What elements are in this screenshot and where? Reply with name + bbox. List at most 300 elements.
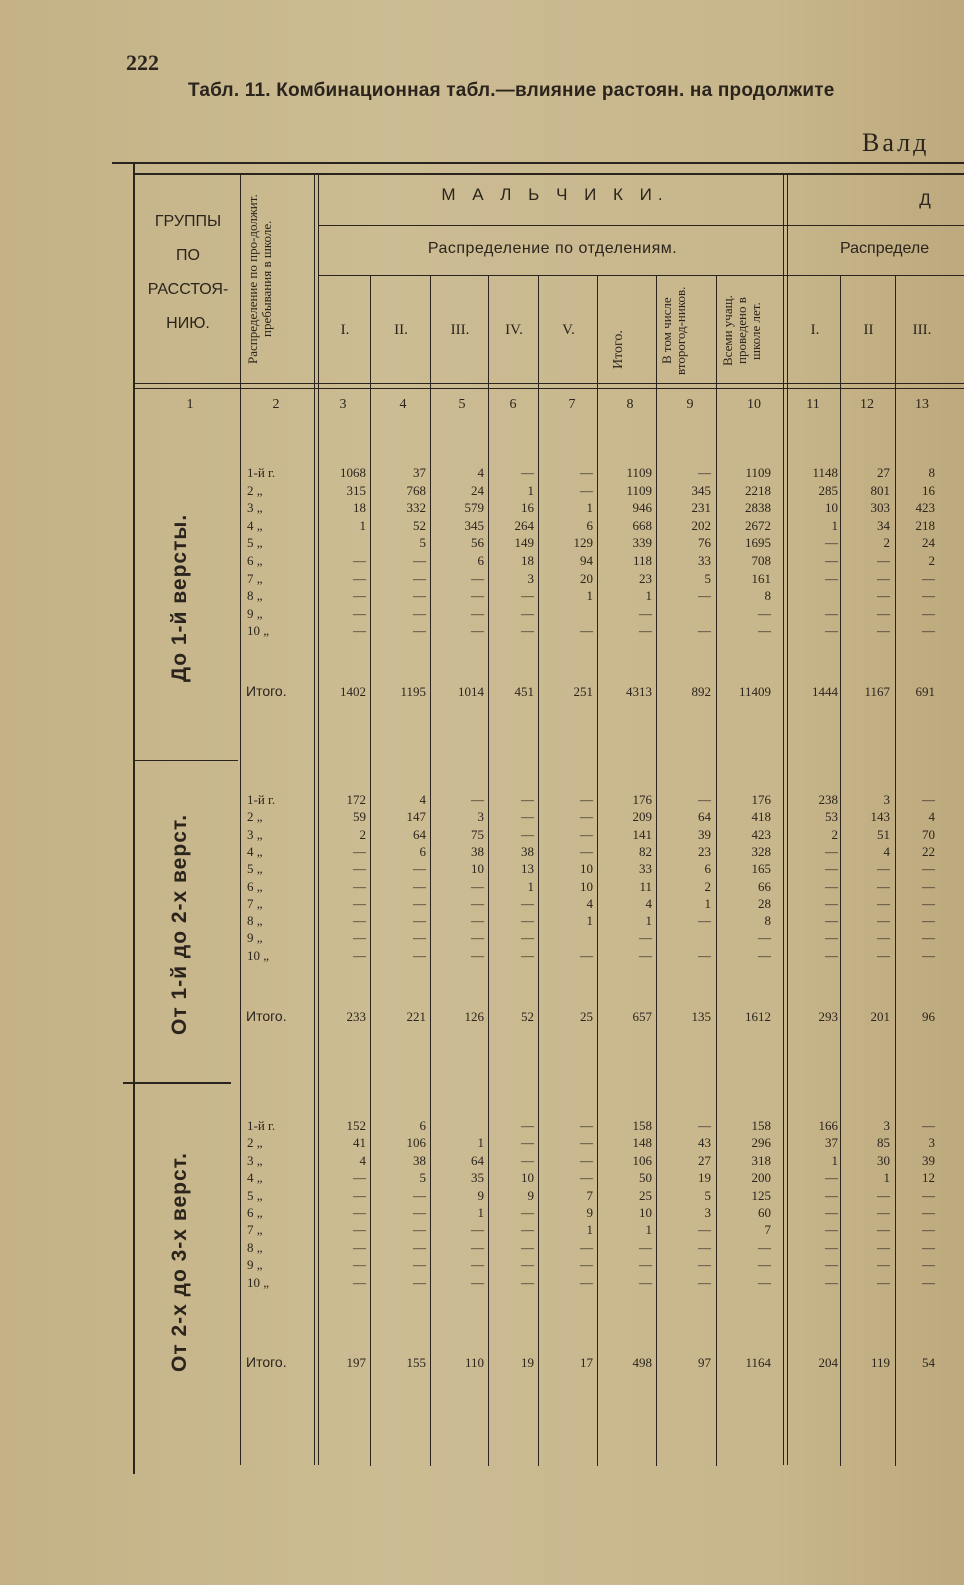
table-cell: 30: [877, 1152, 890, 1168]
table-cell: —: [353, 913, 366, 929]
groups-header-line: РАССТОЯ-: [147, 281, 229, 298]
table-cell: —: [471, 1222, 484, 1238]
row-label: 5 „: [247, 861, 263, 877]
table-cell: —: [922, 1205, 935, 1220]
row-label: 8 „: [247, 1239, 263, 1255]
table-cell: 16: [922, 482, 935, 498]
girls-header: Д: [919, 190, 931, 209]
table-cell: —: [877, 878, 890, 894]
table-cell: 1: [831, 517, 838, 533]
table-cell: 332: [406, 500, 426, 516]
table-cell: —: [922, 605, 935, 621]
table-cell: —: [471, 913, 484, 929]
total-cell: 155: [406, 1355, 426, 1370]
table-cell: —: [413, 1257, 426, 1273]
total-cell: 498: [632, 1355, 652, 1370]
total-cell: 1402: [340, 684, 366, 699]
table-cell: 1: [831, 1152, 838, 1168]
table-cell: 318: [751, 1152, 771, 1168]
table-cell: 1: [359, 517, 366, 533]
table-cell: 202: [691, 517, 711, 533]
table-cell: —: [471, 895, 484, 911]
table-cell: 3: [883, 792, 890, 807]
table-cell: —: [698, 1222, 711, 1238]
total-label: Итого.: [246, 683, 287, 699]
total-cell: 892: [691, 684, 711, 699]
table-cell: —: [825, 570, 838, 586]
table-cell: 22: [922, 843, 935, 859]
table-cell: —: [413, 570, 426, 586]
table-cell: —: [825, 913, 838, 929]
table-cell: 38: [413, 1152, 426, 1168]
table-cell: 1148: [812, 465, 838, 480]
table-cell: 33: [639, 861, 652, 877]
table-cell: —: [698, 588, 711, 604]
row-label: 3 „: [247, 500, 263, 516]
table-cell: —: [580, 1135, 593, 1151]
total-cell: 4313: [626, 684, 652, 699]
table-cell: —: [471, 1257, 484, 1273]
table-cell: —: [580, 843, 593, 859]
table-cell: —: [758, 1239, 771, 1255]
table-cell: —: [758, 947, 771, 963]
total-cell: 19: [521, 1355, 534, 1370]
table-cell: —: [698, 1239, 711, 1255]
boys-header: М А Л Ь Ч И К И.: [441, 185, 669, 204]
table-cell: 9: [586, 1205, 593, 1220]
col12-divider: [895, 276, 896, 1466]
table-cell: 1: [586, 588, 593, 604]
table-cell: 37: [413, 465, 426, 480]
row-label: 10 „: [247, 947, 270, 963]
col-header-second-year: В том числе второгод-ников.: [659, 286, 688, 376]
table-cell: —: [639, 947, 652, 963]
col-header-girls-I: I.: [810, 322, 820, 338]
table-cell: —: [353, 1205, 366, 1220]
total-cell: 96: [922, 1009, 935, 1024]
table-cell: 231: [691, 500, 711, 516]
table-cell: —: [521, 1257, 534, 1273]
table-cell: —: [825, 1222, 838, 1238]
table-cell: 339: [632, 535, 652, 551]
total-cell: 11409: [738, 684, 771, 699]
groups-header: [138, 205, 238, 341]
table-cell: 6: [477, 553, 484, 568]
row-label: 6 „: [247, 553, 263, 568]
table-cell: 200: [751, 1170, 771, 1186]
table-title: Табл. 11. Комбинационная табл.—влияние растоян. на продолжите: [188, 80, 835, 101]
table-cell: 28: [758, 895, 771, 911]
column-number: 2: [272, 397, 280, 412]
table-cell: —: [877, 588, 890, 604]
table-cell: —: [877, 1239, 890, 1255]
table-cell: 10: [580, 861, 593, 877]
table-cell: 4: [477, 465, 484, 480]
table-cell: 33: [698, 553, 711, 568]
row-label: 10 „: [247, 1274, 270, 1290]
table-cell: 2: [831, 826, 838, 842]
table-cell: 51: [877, 826, 890, 842]
table-cell: —: [471, 947, 484, 963]
table-cell: 18: [353, 500, 366, 516]
table-cell: 10: [639, 1205, 652, 1220]
row-label: 2 „: [247, 482, 263, 498]
header-top-rule: [133, 173, 964, 175]
table-cell: —: [922, 1187, 935, 1203]
table-cell: 59: [353, 809, 366, 825]
table-cell: 20: [580, 570, 593, 586]
table-cell: 27: [877, 465, 890, 480]
table-cell: —: [353, 1222, 366, 1238]
row-label: 8 „: [247, 913, 263, 929]
table-cell: —: [521, 1274, 534, 1290]
table-cell: 315: [346, 482, 366, 498]
table-cell: 39: [922, 1152, 935, 1168]
table-cell: —: [825, 878, 838, 894]
table-cell: —: [639, 930, 652, 946]
total-cell: 1195: [400, 684, 426, 699]
table-cell: —: [521, 1118, 534, 1133]
table-cell: 2838: [745, 500, 771, 516]
total-cell: 1612: [745, 1009, 771, 1024]
table-cell: —: [353, 1187, 366, 1203]
table-cell: —: [698, 947, 711, 963]
table-cell: —: [580, 482, 593, 498]
row-label: 9 „: [247, 1257, 263, 1273]
row-label: 2 „: [247, 1135, 263, 1151]
table-cell: —: [922, 623, 935, 639]
table-cell: 328: [751, 843, 771, 859]
table-cell: 35: [471, 1170, 484, 1186]
column-number: 10: [747, 397, 761, 412]
table-cell: —: [825, 947, 838, 963]
table-cell: 8: [764, 588, 771, 604]
table-cell: 18: [521, 553, 534, 568]
total-cell: 451: [514, 684, 534, 699]
table-cell: 23: [698, 843, 711, 859]
table-cell: 2: [883, 535, 890, 551]
table-cell: 303: [870, 500, 890, 516]
total-cell: 1444: [812, 684, 838, 699]
column-number: 3: [339, 397, 347, 412]
total-cell: 97: [698, 1355, 711, 1370]
row-label: 4 „: [247, 517, 263, 533]
table-cell: 946: [632, 500, 652, 516]
table-cell: 106: [632, 1152, 652, 1168]
table-cell: 1: [586, 500, 593, 516]
row-label: 7 „: [247, 570, 263, 586]
table-cell: —: [353, 895, 366, 911]
table-cell: —: [758, 605, 771, 621]
table-cell: —: [580, 623, 593, 639]
table-cell: —: [521, 792, 534, 807]
table-cell: —: [521, 605, 534, 621]
table-cell: 10: [580, 878, 593, 894]
table-cell: 6: [419, 843, 426, 859]
table-cell: —: [758, 1274, 771, 1290]
table-cell: —: [353, 1170, 366, 1186]
table-cell: 75: [471, 826, 484, 842]
table-cell: —: [922, 861, 935, 877]
table-cell: 161: [751, 570, 771, 586]
table-cell: 158: [751, 1118, 771, 1133]
table-cell: 94: [580, 553, 593, 568]
table-cell: —: [521, 588, 534, 604]
table-cell: —: [698, 1118, 711, 1133]
table-cell: —: [698, 792, 711, 807]
total-cell: 1014: [458, 684, 484, 699]
col-header-girls-III: III.: [912, 322, 932, 338]
table-cell: 1: [645, 913, 652, 929]
table-cell: 2218: [745, 482, 771, 498]
table-cell: —: [353, 1239, 366, 1255]
table-cell: —: [413, 605, 426, 621]
table-cell: —: [580, 1170, 593, 1186]
table-cell: —: [922, 1239, 935, 1255]
table-cell: —: [877, 861, 890, 877]
table-cell: —: [521, 930, 534, 946]
row-label: 2 „: [247, 809, 263, 825]
total-label: Итого.: [246, 1008, 287, 1024]
table-cell: —: [471, 623, 484, 639]
column-number: 11: [806, 397, 820, 412]
row-label: 4 „: [247, 843, 263, 859]
table-cell: 9: [477, 1187, 484, 1203]
table-cell: —: [413, 878, 426, 894]
table-cell: —: [353, 553, 366, 568]
table-cell: —: [877, 913, 890, 929]
col5-divider: [488, 276, 489, 1466]
row-label: 5 „: [247, 1187, 263, 1203]
table-cell: 82: [639, 843, 652, 859]
table-cell: 5: [704, 570, 711, 586]
table-cell: 34: [877, 517, 890, 533]
table-cell: —: [877, 1205, 890, 1220]
table-cell: 70: [922, 826, 935, 842]
table-cell: —: [639, 1257, 652, 1273]
table-cell: —: [521, 913, 534, 929]
row-label: 9 „: [247, 930, 263, 946]
group-label-3: От 2-х до 3-х верст.: [168, 1152, 191, 1372]
table-cell: —: [825, 1239, 838, 1255]
table-cell: 23: [639, 570, 652, 586]
column-number: 12: [860, 397, 874, 412]
table-cell: 345: [464, 517, 484, 533]
table-cell: 4: [645, 895, 652, 911]
table-cell: —: [698, 623, 711, 639]
table-cell: —: [413, 623, 426, 639]
table-cell: 176: [632, 792, 652, 807]
table-cell: 1: [586, 1222, 593, 1238]
row-label: 4 „: [247, 1170, 263, 1186]
table-cell: —: [471, 878, 484, 894]
table-cell: —: [825, 623, 838, 639]
table-cell: 7: [764, 1222, 771, 1238]
table-cell: —: [521, 1239, 534, 1255]
column-number: 7: [568, 397, 576, 412]
table-cell: 6: [586, 517, 593, 533]
table-cell: —: [353, 1274, 366, 1290]
table-cell: —: [922, 913, 935, 929]
table-cell: —: [825, 930, 838, 946]
page-number: 222: [126, 50, 159, 75]
table-cell: 708: [751, 553, 771, 568]
total-cell: 1167: [864, 684, 890, 699]
table-cell: 285: [818, 482, 838, 498]
table-cell: 16: [521, 500, 534, 516]
table-cell: 4: [419, 792, 426, 807]
col11-divider: [840, 276, 841, 1466]
total-cell: 119: [870, 1355, 890, 1370]
total-cell: 691: [915, 684, 935, 699]
row-label: 1-й г.: [247, 792, 276, 807]
col7-divider: [597, 276, 598, 1466]
col-header-total-years: Всеми учащ. проведено в школе лет.: [720, 295, 763, 367]
col2-divider: [314, 175, 315, 1465]
column-number: 8: [626, 397, 634, 412]
table-cell: —: [353, 861, 366, 877]
table-cell: —: [580, 1152, 593, 1168]
table-cell: —: [413, 1274, 426, 1290]
total-cell: 135: [691, 1009, 711, 1024]
table-cell: —: [758, 623, 771, 639]
table-cell: 60: [758, 1205, 771, 1220]
table-cell: 3: [527, 570, 534, 586]
table-cell: 76: [698, 535, 711, 551]
table-cell: —: [877, 1187, 890, 1203]
table-cell: —: [580, 792, 593, 807]
table-cell: 12: [922, 1170, 935, 1186]
table-cell: 4: [883, 843, 890, 859]
table-cell: 52: [413, 517, 426, 533]
table-cell: —: [471, 1239, 484, 1255]
table-cell: 296: [751, 1135, 771, 1151]
table-cell: 1068: [340, 465, 366, 480]
table-cell: 6: [419, 1118, 426, 1133]
table-cell: 5: [419, 535, 426, 551]
total-cell: 1164: [745, 1355, 771, 1370]
top-rule: [112, 162, 964, 164]
table-cell: —: [922, 1118, 935, 1133]
table-cell: —: [353, 878, 366, 894]
group-label-2: От 1-й до 2-х верст.: [168, 813, 191, 1035]
total-cell: 201: [870, 1009, 890, 1024]
column-number: 4: [399, 397, 407, 412]
total-cell: 126: [464, 1009, 484, 1024]
row-label: 8 „: [247, 588, 263, 604]
table-cell: 218: [915, 517, 935, 533]
row-label: 5 „: [247, 535, 263, 551]
table-cell: —: [471, 588, 484, 604]
table-cell: 10: [825, 500, 838, 516]
table-cell: 148: [632, 1135, 652, 1151]
total-cell: 17: [580, 1355, 593, 1370]
table-cell: —: [922, 588, 935, 604]
table-cell: 2672: [745, 517, 771, 533]
column-number: 9: [686, 397, 694, 412]
table-cell: —: [825, 535, 838, 551]
row-label: 3 „: [247, 826, 263, 842]
table-cell: —: [639, 1274, 652, 1290]
row-label: 10 „: [247, 623, 270, 639]
table-cell: 172: [346, 792, 366, 807]
left-border: [133, 164, 135, 1474]
col-header-IV: IV.: [505, 322, 523, 338]
table-cell: —: [521, 1222, 534, 1238]
table-cell: 166: [818, 1118, 838, 1133]
table-cell: —: [825, 605, 838, 621]
table-cell: —: [580, 1274, 593, 1290]
table-cell: —: [825, 843, 838, 859]
table-cell: 579: [464, 500, 484, 516]
table-cell: 158: [632, 1118, 652, 1133]
table-cell: —: [521, 947, 534, 963]
table-cell: 1109: [626, 465, 652, 480]
table-cell: —: [353, 588, 366, 604]
table-cell: —: [521, 1135, 534, 1151]
table-cell: —: [521, 1205, 534, 1220]
table-cell: —: [825, 1170, 838, 1186]
table-cell: —: [877, 1222, 890, 1238]
groups-header-line: ПО: [176, 247, 200, 264]
total-cell: 221: [406, 1009, 426, 1024]
table-cell: —: [877, 623, 890, 639]
table-cell: —: [698, 465, 711, 480]
table-cell: 24: [471, 482, 484, 498]
table-cell: 423: [915, 500, 935, 516]
boys-distribution-header: Распределение по отделениям.: [427, 240, 678, 257]
table-cell: 1: [645, 1222, 652, 1238]
table-cell: —: [353, 623, 366, 639]
col2-divider-b: [318, 175, 319, 1465]
table-cell: —: [922, 1222, 935, 1238]
table-cell: 129: [573, 535, 593, 551]
col-header-girls-II: II: [863, 322, 874, 338]
row-label: 7 „: [247, 895, 263, 911]
table-cell: —: [922, 570, 935, 586]
table-cell: 3: [477, 809, 484, 825]
table-cell: —: [580, 465, 593, 480]
table-cell: 1: [645, 588, 652, 604]
table-cell: 5: [419, 1170, 426, 1186]
table-cell: —: [877, 570, 890, 586]
table-cell: 768: [406, 482, 426, 498]
table-cell: —: [877, 947, 890, 963]
table-cell: —: [413, 947, 426, 963]
table-cell: 147: [406, 809, 426, 825]
table-cell: 125: [751, 1187, 771, 1203]
group2-separator: [123, 1082, 231, 1084]
table-cell: 1: [477, 1205, 484, 1220]
table-cell: —: [471, 1274, 484, 1290]
table-cell: 2: [928, 553, 935, 568]
table-cell: —: [471, 792, 484, 807]
table-cell: —: [413, 1239, 426, 1255]
table-cell: —: [922, 930, 935, 946]
table-cell: —: [922, 1274, 935, 1290]
duration-header: Распределение по про-должит. пребывания в школе.: [245, 194, 274, 364]
region-heading: Валд: [862, 128, 930, 157]
table-cell: 1: [883, 1170, 890, 1186]
table-cell: 43: [698, 1135, 711, 1151]
total-cell: 204: [818, 1355, 838, 1370]
table-cell: 4: [359, 1152, 366, 1168]
total-cell: 657: [632, 1009, 652, 1024]
total-cell: 25: [580, 1009, 593, 1024]
table-cell: 1: [586, 913, 593, 929]
total-cell: 54: [922, 1355, 935, 1370]
table-cell: 8: [764, 913, 771, 929]
